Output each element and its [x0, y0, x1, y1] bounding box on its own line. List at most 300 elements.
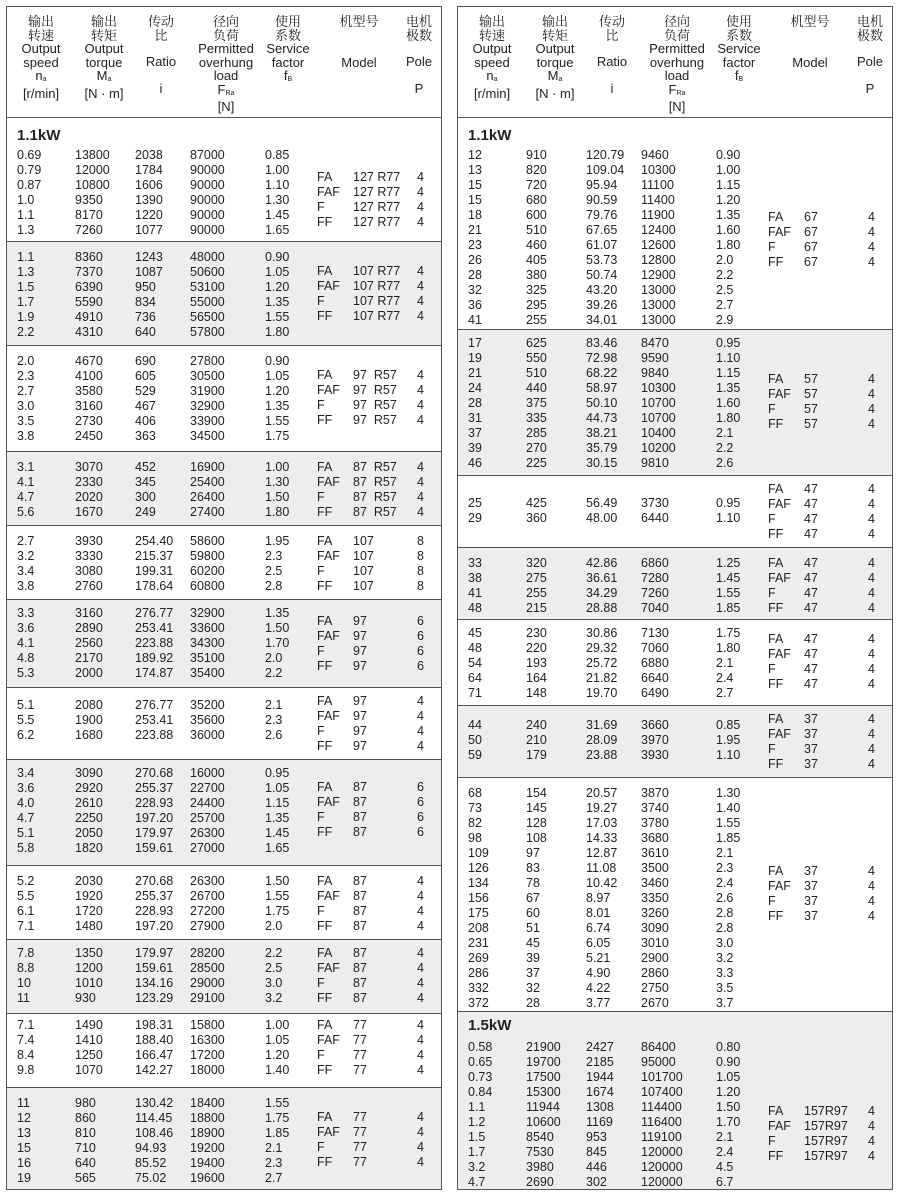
table-cell: 188.40	[135, 1033, 174, 1047]
model-cell: FA	[317, 368, 333, 382]
speed-en1: Output	[472, 41, 512, 56]
table-cell: 736	[135, 310, 156, 324]
table-cell: 9590	[641, 351, 669, 365]
table-cell: 380	[526, 268, 547, 282]
model-cell: 4	[417, 215, 424, 229]
table-cell: 37	[468, 426, 482, 440]
model-cell: 4	[417, 1155, 424, 1169]
table-cell: 910	[526, 148, 547, 162]
table-cell: 1.05	[716, 1070, 741, 1084]
model-cell: FA	[768, 556, 784, 570]
header-speed	[13, 15, 69, 100]
table-cell: 1.50	[265, 490, 290, 504]
model-cell: 87	[353, 991, 367, 1005]
table-cell: 50	[468, 733, 482, 747]
table-cell: 953	[586, 1130, 607, 1144]
ratio-cn1: 传动	[598, 14, 625, 29]
model-cell: 67	[804, 225, 818, 239]
table-cell: 10700	[641, 411, 676, 425]
table-cell: 55000	[190, 295, 225, 309]
table-cell: 19700	[526, 1055, 561, 1069]
table-cell: 1.30	[265, 475, 290, 489]
table-cell: 269	[468, 951, 489, 965]
table-cell: 198.31	[135, 1018, 174, 1032]
table-cell: 28.09	[586, 733, 618, 747]
table-cell: 1.7	[17, 295, 35, 309]
table-cell: 2690	[526, 1175, 554, 1189]
factor-cn1: 使用	[274, 14, 301, 29]
table-cell: 276.77	[135, 606, 174, 620]
table-cell: 35100	[190, 651, 225, 665]
table-cell: 325	[526, 283, 547, 297]
speed-unit: [r/min]	[22, 85, 60, 101]
model-cell: 4	[868, 757, 875, 771]
table-cell: 2.0	[17, 354, 35, 368]
table-cell: 3090	[641, 921, 669, 935]
table-cell: 120000	[641, 1160, 683, 1174]
table-cell: 10300	[641, 163, 676, 177]
model-cell: 87	[353, 976, 367, 990]
table-cell: 32900	[190, 606, 225, 620]
table-cell: 2.1	[716, 1130, 734, 1144]
table-cell: 3.2	[468, 1160, 486, 1174]
model-cell: FF	[317, 413, 333, 427]
model-cell: FF	[317, 739, 333, 753]
table-cell: 116400	[641, 1115, 682, 1129]
table-cell: 95000	[641, 1055, 676, 1069]
model-cell: FAF	[317, 961, 340, 975]
table-cell: 950	[135, 280, 156, 294]
table-cell: 31.69	[586, 718, 618, 732]
torque-en1: Output	[535, 41, 575, 56]
table-cell: 2427	[586, 1040, 614, 1054]
table-cell: 640	[75, 1156, 96, 1170]
table-cell: 3.2	[17, 549, 35, 563]
model-cell: 97	[353, 629, 367, 643]
table-cell: 3.5	[716, 981, 734, 995]
table-cell: 3.4	[17, 564, 35, 578]
table-cell: 1.3	[17, 223, 35, 237]
table-cell: 2030	[75, 874, 103, 888]
table-cell: 3.0	[716, 936, 734, 950]
model-cell: FAF	[768, 571, 791, 585]
header-model	[325, 15, 393, 69]
table-cell: 1.35	[265, 811, 290, 825]
table-cell: 1.55	[265, 889, 290, 903]
table-cell: 1.7	[468, 1145, 486, 1159]
table-cell: 255	[526, 313, 547, 327]
table-cell: 27900	[190, 919, 225, 933]
table-cell: 164	[526, 671, 547, 685]
table-cell: 18900	[190, 1126, 225, 1140]
table-cell: 21900	[526, 1040, 561, 1054]
model-cn: 机型号	[339, 14, 379, 29]
table-cell: 30.86	[586, 626, 618, 640]
table-cell: 1.85	[265, 1126, 290, 1140]
table-cell: 2250	[75, 811, 103, 825]
table-cell: 1.55	[716, 586, 741, 600]
table-cell: 1243	[135, 250, 163, 264]
table-cell: 1.45	[265, 208, 290, 222]
table-cell: 1200	[75, 961, 103, 975]
model-cell: 6	[417, 810, 424, 824]
table-cell: 625	[526, 336, 547, 350]
table-cell: 58600	[190, 534, 225, 548]
table-cell: 3460	[641, 876, 669, 890]
factor-sym-letter: f	[734, 68, 739, 83]
model-cell: 4	[417, 460, 424, 474]
table-cell: 2900	[641, 951, 669, 965]
table-cell: 10	[17, 976, 31, 990]
table-cell: 1.20	[716, 1085, 741, 1099]
model-cell: FF	[768, 757, 784, 771]
model-cell: 4	[417, 413, 424, 427]
table-cell: 15800	[190, 1018, 225, 1032]
table-cell: 35.79	[586, 441, 618, 455]
table-cell: 255.37	[135, 781, 174, 795]
table-cell: 253.41	[135, 621, 174, 635]
model-cell: 4	[417, 1110, 424, 1124]
table-cell: 7280	[641, 571, 669, 585]
table-cell: 179.97	[135, 946, 174, 960]
model-cell: FAF	[768, 727, 791, 741]
model-cell: 97	[353, 709, 367, 723]
table-cell: 36	[468, 298, 482, 312]
table-cell: 73	[468, 801, 482, 815]
table-cell: 0.65	[468, 1055, 493, 1069]
table-cell: 17500	[526, 1070, 561, 1084]
row-group	[458, 475, 892, 547]
table-cell: 34500	[190, 429, 225, 443]
model-cell: 4	[868, 712, 875, 726]
table-cell: 2.5	[265, 961, 283, 975]
table-cell: 134	[468, 876, 489, 890]
table-cell: 1.50	[716, 1100, 741, 1114]
model-cell: FA	[317, 1018, 333, 1032]
model-cell: 4	[417, 475, 424, 489]
table-cell: 14.33	[586, 831, 618, 845]
table-cell: 18	[468, 208, 482, 222]
model-cell: FF	[768, 1149, 784, 1163]
table-cell: 71	[468, 686, 482, 700]
table-cell: 2.6	[716, 456, 734, 470]
torque-cn1: 输出	[541, 14, 568, 29]
model-cell: 97 R57	[353, 413, 397, 427]
row-group	[458, 117, 892, 329]
table-cell: 126	[468, 861, 489, 875]
row-group	[458, 547, 892, 619]
model-cell: 57	[804, 417, 818, 431]
table-cell: 845	[586, 1145, 607, 1159]
factor-cn2: 系数	[274, 27, 301, 43]
table-cell: 44.73	[586, 411, 618, 425]
torque-en2: torque	[85, 54, 123, 70]
table-cell: 4.1	[17, 475, 35, 489]
table-cell: 11944	[526, 1100, 560, 1114]
table-cell: 56.49	[586, 496, 618, 510]
table-cell: 1670	[75, 505, 103, 519]
model-cell: FAF	[317, 795, 340, 809]
table-cell: 4.22	[586, 981, 611, 995]
table-cell: 21	[468, 223, 482, 237]
table-cell: 2038	[135, 148, 163, 162]
speed-sym-letter: n	[35, 68, 43, 83]
table-cell: 174.87	[135, 666, 174, 680]
model-cell: 77	[353, 1125, 367, 1139]
table-cell: 7.8	[17, 946, 35, 960]
table-cell: 30500	[190, 369, 225, 383]
model-cell: 6	[417, 780, 424, 794]
table-cell: 3.0	[265, 976, 283, 990]
table-cell: 228.93	[135, 904, 174, 918]
table-cell: 26	[468, 253, 482, 267]
table-cell: 240	[526, 718, 547, 732]
model-cell: 4	[868, 586, 875, 600]
left-header	[7, 7, 441, 118]
model-cell: 107 R77	[353, 279, 401, 293]
model-cell: 77	[353, 1110, 367, 1124]
model-cell: 4	[417, 874, 424, 888]
table-cell: 13000	[641, 313, 676, 327]
factor-en2: factor	[271, 54, 305, 70]
model-cell: 4	[417, 919, 424, 933]
table-cell: 1010	[75, 976, 103, 990]
table-cell: 11900	[641, 208, 675, 222]
model-cell: F	[768, 742, 776, 756]
table-cell: 270	[526, 441, 547, 455]
model-cell: 107	[353, 579, 374, 593]
table-cell: 1720	[75, 904, 103, 918]
table-cell: 2.7	[716, 686, 734, 700]
table-cell: 25400	[190, 475, 225, 489]
model-cell: 157R97	[804, 1134, 848, 1148]
table-cell: 3930	[75, 534, 103, 548]
table-cell: 1.75	[716, 626, 741, 640]
model-cell: 4	[417, 505, 424, 519]
table-cell: 3010	[641, 936, 669, 950]
table-cell: 90.59	[586, 193, 618, 207]
load-sym-letter: F	[668, 81, 677, 97]
model-cell: FF	[317, 825, 333, 839]
table-cell: 9350	[75, 193, 103, 207]
table-cell: 425	[526, 496, 547, 510]
table-cell: 130.42	[135, 1096, 174, 1110]
table-cell: 90000	[190, 193, 225, 207]
table-cell: 220	[526, 641, 547, 655]
model-cell: F	[768, 662, 776, 676]
load-en3: load	[213, 68, 239, 83]
model-cell: 4	[417, 185, 424, 199]
table-cell: 1.80	[716, 641, 741, 655]
table-cell: 27200	[190, 904, 225, 918]
model-cell: FF	[317, 919, 333, 933]
table-cell: 9.8	[17, 1063, 35, 1077]
table-cell: 19400	[190, 1156, 225, 1170]
table-cell: 295	[526, 298, 547, 312]
table-cell: 285	[526, 426, 547, 440]
table-cell: 109	[468, 846, 489, 860]
table-cell: 35600	[190, 713, 225, 727]
model-cell: FAF	[317, 185, 340, 199]
table-cell: 1.20	[265, 384, 290, 398]
table-cell: 228.93	[135, 796, 174, 810]
table-cell: 56500	[190, 310, 225, 324]
model-cell: FAF	[768, 497, 791, 511]
load-unit: [N]	[217, 99, 235, 114]
table-cell: 90000	[190, 208, 225, 222]
model-cell: 157R97	[804, 1149, 848, 1163]
model-cell: 4	[417, 294, 424, 308]
table-cell: 11	[17, 1096, 30, 1110]
speed-unit: [r/min]	[473, 85, 511, 101]
table-cell: 5.5	[17, 713, 35, 727]
table-cell: 1.60	[716, 396, 741, 410]
load-cn2: 负荷	[663, 27, 690, 43]
table-cell: 10.42	[586, 876, 618, 890]
model-cell: 6	[417, 644, 424, 658]
model-en: Model	[341, 54, 377, 70]
model-cell: 4	[868, 1149, 875, 1163]
table-cell: 13	[17, 1126, 31, 1140]
table-cell: 154	[526, 786, 547, 800]
model-cell: 47	[804, 527, 818, 541]
model-cell: 4	[868, 677, 875, 691]
row-group	[458, 329, 892, 475]
model-cell: 4	[417, 946, 424, 960]
table-cell: 1.65	[265, 841, 290, 855]
speed-sym-sub: a	[493, 76, 498, 83]
row-group	[7, 451, 441, 525]
model-cell: FF	[768, 255, 784, 269]
table-cell: 7060	[641, 641, 669, 655]
model-cell: F	[768, 586, 776, 600]
table-cell: 16000	[190, 766, 225, 780]
model-cell: 4	[868, 417, 875, 431]
table-cell: 6.05	[586, 936, 611, 950]
model-cell: F	[317, 810, 325, 824]
pole-en: Pole	[405, 54, 433, 69]
table-cell: 1.05	[265, 781, 290, 795]
table-cell: 1900	[75, 713, 103, 727]
table-cell: 2760	[75, 579, 103, 593]
table-cell: 2.6	[716, 891, 734, 905]
model-cell: 4	[868, 727, 875, 741]
speed-sym-sub: a	[42, 76, 47, 83]
factor-en2: factor	[722, 54, 756, 70]
table-cell: 8540	[526, 1130, 554, 1144]
model-en: Model	[792, 54, 828, 70]
table-cell: 510	[526, 223, 547, 237]
table-cell: 36000	[190, 728, 225, 742]
table-cell: 2.8	[265, 579, 283, 593]
model-cell: 77	[353, 1033, 367, 1047]
table-cell: 2.6	[265, 728, 283, 742]
ratio-sym: i	[610, 80, 614, 96]
table-cell: 10400	[641, 426, 676, 440]
model-cell: 47	[804, 662, 818, 676]
table-cell: 6.1	[17, 904, 35, 918]
torque-cn2: 转矩	[541, 27, 568, 43]
table-cell: 4.7	[17, 811, 35, 825]
row-group	[458, 1011, 892, 1190]
row-group	[7, 865, 441, 939]
model-cell: 57	[804, 387, 818, 401]
table-cell: 467	[135, 399, 156, 413]
table-cell: 120000	[641, 1175, 683, 1189]
table-cell: 230	[526, 626, 547, 640]
table-cell: 1.20	[265, 1048, 290, 1062]
table-cell: 46	[468, 456, 482, 470]
table-cell: 60	[526, 906, 540, 920]
table-cell: 3080	[75, 564, 103, 578]
table-cell: 2.1	[716, 426, 734, 440]
header-torque	[524, 15, 586, 100]
table-cell: 26300	[190, 826, 225, 840]
table-cell: 1.55	[265, 414, 290, 428]
model-cell: 77	[353, 1063, 367, 1077]
model-cell: FAF	[317, 279, 340, 293]
table-cell: 1.85	[716, 831, 741, 845]
load-en1: Permitted	[198, 41, 254, 56]
table-cell: 18000	[190, 1063, 225, 1077]
model-cell: 87	[353, 874, 367, 888]
pole-cn2: 极数	[856, 27, 883, 43]
table-cell: 39	[468, 441, 482, 455]
table-cell: 2.3	[17, 369, 35, 383]
table-cell: 12	[17, 1111, 31, 1125]
model-cell: 4	[417, 991, 424, 1005]
table-cell: 3330	[75, 549, 103, 563]
table-cell: 1.65	[265, 223, 290, 237]
table-cell: 60800	[190, 579, 225, 593]
model-cell: 97 R57	[353, 398, 397, 412]
table-cell: 2.1	[716, 656, 734, 670]
torque-cn1: 输出	[90, 14, 117, 29]
table-cell: 6880	[641, 656, 669, 670]
model-cell: 87 R57	[353, 460, 397, 474]
table-cell: 2.7	[265, 1171, 283, 1185]
table-cell: 1.80	[716, 411, 741, 425]
model-cell: 87	[353, 961, 367, 975]
table-cell: 9460	[641, 148, 669, 162]
table-cell: 197.20	[135, 811, 174, 825]
table-cell: 79.76	[586, 208, 618, 222]
model-cell: 127 R77	[353, 185, 401, 199]
model-cell: 37	[804, 894, 818, 908]
model-cell: 4	[417, 200, 424, 214]
model-cell: 87	[353, 889, 367, 903]
table-cell: 178.64	[135, 579, 174, 593]
table-cell: 3.5	[17, 414, 35, 428]
row-group	[458, 777, 892, 1011]
model-cell: FF	[317, 505, 333, 519]
table-cell: 50600	[190, 265, 225, 279]
factor-sym	[259, 69, 317, 87]
table-cell: 7040	[641, 601, 669, 615]
table-cell: 108.46	[135, 1126, 174, 1140]
table-cell: 6860	[641, 556, 669, 570]
table-cell: 332	[468, 981, 489, 995]
model-cell: 67	[804, 255, 818, 269]
table-cell: 61.07	[586, 238, 618, 252]
table-cell: 210	[526, 733, 547, 747]
table-cell: 64	[468, 671, 482, 685]
factor-sym	[710, 69, 768, 87]
table-cell: 72.98	[586, 351, 618, 365]
model-cell: 8	[417, 549, 424, 563]
table-cell: 4.90	[586, 966, 611, 980]
model-cell: 77	[353, 1018, 367, 1032]
